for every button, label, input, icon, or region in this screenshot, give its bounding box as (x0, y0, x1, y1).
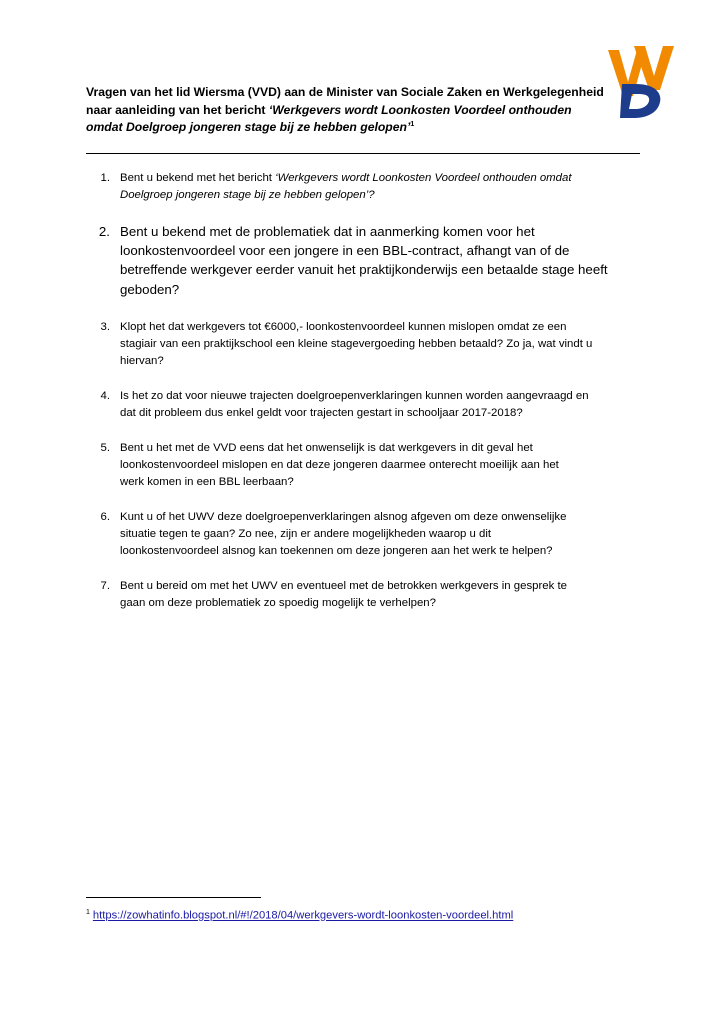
header-divider (86, 153, 640, 154)
question-item (86, 440, 646, 491)
question-item (86, 578, 646, 612)
question-number: 1. (100, 172, 110, 184)
question-number: 7. (100, 579, 110, 592)
footnote-marker: 1 (86, 909, 90, 916)
header-line-3 (86, 119, 606, 137)
question-line: Klopt het dat werkgevers tot €6000,- loonkostenvoordeel kunnen mislopen omdat ze een (120, 320, 567, 333)
question-line (120, 187, 646, 204)
question-item (86, 222, 646, 299)
question-line: situatie tegen te gaan? Zo nee, zijn er andere mogelijkheden waarop u dit (120, 527, 492, 540)
question-number: 6. (100, 510, 110, 523)
question-item (86, 509, 646, 560)
question-line (120, 170, 646, 187)
question-line: stagiair van een praktijkschool een kleine stagevergoeding hebben betaald? Zo ja, wat vindt u (120, 337, 593, 350)
question-line: werk komen in een BBL leerbaan? (120, 475, 294, 488)
question-line-plain: Bent u bekend met het bericht (120, 172, 276, 184)
question-line: Bent u het met de VVD eens dat het onwenselijk is dat werkgevers in dit geval het (120, 441, 533, 454)
question-line: Kunt u of het UWV deze doelgroepenverklaringen alsnog afgeven om deze onwenselijke (120, 510, 567, 523)
question-line: gaan om deze problematiek zo spoedig mogelijk te verhelpen? (120, 596, 436, 609)
question-line: loonkostenvoordeel alsnog kan toekennen om deze jongeren aan het werk te helpen? (120, 544, 553, 557)
footnote (86, 905, 513, 924)
question-item (86, 388, 646, 422)
header-line-2 (86, 102, 606, 120)
question-line: Bent u bekend met de problematiek dat in aanmerking komen voor het (120, 224, 535, 239)
question-line: dat dit probleem dus enkel geldt voor trajecten gestart in schooljaar 2017-2018? (120, 406, 523, 419)
question-number: 3. (100, 320, 110, 333)
header-line-1: Vragen van het lid Wiersma (VVD) aan de Minister van Sociale Zaken en Werkgelegenheid (86, 85, 604, 99)
question-line: loonkostenvoordeel mislopen en dat deze jongeren daarmee onterecht moeilijk aan het (120, 458, 559, 471)
footnote-divider (86, 897, 261, 898)
question-line: betreffende werkgever eerder vanuit het praktijkonderwijs een betaalde stage heeft (120, 262, 608, 278)
question-item (86, 319, 646, 370)
question-line: hiervan? (120, 354, 164, 367)
question-number: 4. (100, 389, 110, 402)
question-number: 2. (98, 224, 110, 239)
question-line: geboden? (120, 281, 180, 297)
header-line-2-plain: naar aanleiding van het bericht (86, 102, 269, 117)
question-line: loonkostenvoordeel voor een jongere in een BBL-contract, afhangt van of de (120, 243, 570, 259)
header-footnote-ref: 1 (410, 120, 415, 128)
vvd-logo (604, 44, 684, 120)
document-header (86, 84, 606, 137)
question-line-italic: ‘Werkgevers wordt Loonkosten Voordeel onthouden omdat (275, 172, 572, 184)
question-line: Bent u bereid om met het UWV en eventueel met de betrokken werkgevers in gesprek te (120, 579, 567, 592)
question-number: 5. (100, 441, 110, 454)
question-line: Is het zo dat voor nieuwe trajecten doelgroepenverklaringen kunnen worden aangevraagd en (120, 389, 589, 402)
question-list (86, 170, 646, 612)
question-item (86, 170, 646, 204)
header-line-2-italic: ‘Werkgevers wordt Loonkosten Voordeel onthouden (268, 102, 572, 117)
footnote-link[interactable]: https://zowhatinfo.blogspot.nl/#!/2018/04/werkgevers-wordt-loonkosten-voordeel.html (92, 909, 514, 922)
question-line-italic: Doelgroep jongeren stage bij ze hebben gelopen’? (120, 189, 375, 201)
header-line-3-italic: omdat Doelgroep jongeren stage bij ze hebben gelopen’ (86, 120, 411, 134)
